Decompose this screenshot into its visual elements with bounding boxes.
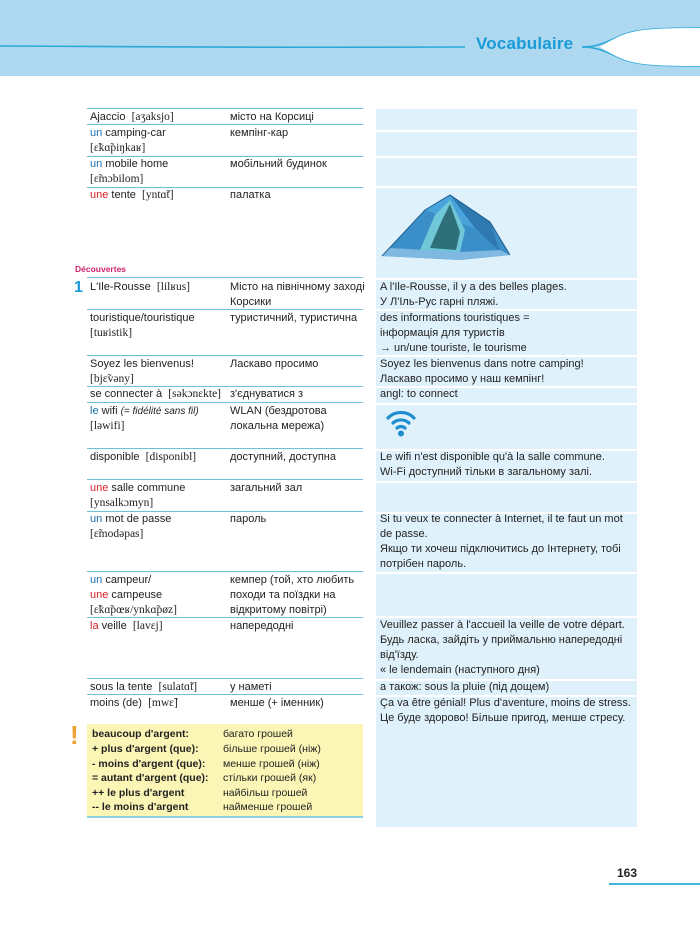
word: mobile home	[105, 158, 169, 170]
vocab-term	[90, 512, 230, 542]
row-divider	[87, 277, 363, 278]
vocab-term	[90, 357, 230, 387]
ipa: [sulatɑ̃t]	[158, 681, 198, 693]
example	[380, 680, 635, 695]
translation: з'єднуватися з	[230, 388, 304, 400]
note-term: -- le moins d'argent	[92, 801, 189, 813]
word: Soyez les bienvenus!	[90, 358, 194, 370]
example-uk: Будь ласка, зайдіть у приймальню напередодні від'їзду.	[380, 634, 623, 661]
example-fr: Si tu veux te connecter à Internet, il te faut un mot de passe.	[380, 513, 623, 540]
example	[380, 450, 635, 480]
row-divider	[87, 479, 363, 480]
note-term: + plus d'argent (que):	[92, 743, 199, 755]
vocab-term	[90, 450, 230, 465]
ipa: [lavɛj]	[132, 620, 163, 632]
example-fr: angl: to connect	[380, 388, 458, 400]
exclamation-icon: !	[70, 720, 79, 750]
note-translation: найменше грошей	[223, 801, 313, 813]
example	[380, 311, 635, 356]
wifi-icon	[386, 408, 416, 438]
note-translation: багато грошей	[223, 728, 293, 740]
word: camping-car	[105, 127, 166, 139]
example-fr: Veuillez passer à l'accueil la veille de votre départ.	[380, 619, 625, 631]
row-divider	[87, 678, 363, 679]
word: campeur/	[105, 574, 152, 586]
row-divider	[87, 694, 363, 695]
translation: напередодні	[230, 620, 294, 632]
row-divider	[376, 156, 637, 158]
example	[380, 387, 635, 402]
example-fr: Ça va être génial! Plus d'aventure, moins de stress.	[380, 697, 631, 709]
translation: палатка	[230, 189, 271, 201]
ipa: [bjɛ̃vəny]	[90, 373, 134, 385]
example-uk: інформація для туристів	[380, 327, 505, 339]
row-divider	[87, 309, 363, 310]
translation: туристичний, туристична	[230, 312, 358, 324]
vocab-term	[90, 404, 230, 434]
translation: Ласкаво просимо	[230, 358, 319, 370]
article: une	[90, 482, 109, 494]
ipa: [tuʁistik]	[90, 327, 133, 339]
vocab-term	[90, 481, 230, 511]
ipa: [ɛ̃kɑ̃pœʁ/ynkɑ̃pøz]	[90, 604, 177, 616]
exercise-number: 1	[74, 279, 83, 296]
example	[380, 280, 635, 310]
subheading: Découvertes	[75, 264, 127, 274]
example-uk: Wi-Fi доступний тільки в загальному залі.	[380, 466, 593, 478]
article: un	[90, 127, 103, 139]
note-term: - moins d'argent (que):	[92, 758, 206, 770]
vocab-term	[90, 696, 230, 711]
ipa: [səkɔnɛkte]	[168, 388, 222, 400]
word: wifi	[101, 405, 118, 417]
example	[380, 618, 635, 678]
vocab-term	[90, 157, 230, 187]
word: se connecter à	[90, 388, 163, 400]
example	[380, 357, 635, 387]
translation: у наметі	[230, 681, 272, 693]
word: L'Ile-Rousse	[90, 281, 151, 293]
article: le	[90, 405, 99, 417]
vocab-term	[90, 126, 230, 156]
row-divider	[376, 481, 637, 483]
ipa: [ɛ̃kɑ̃piŋkaʁ]	[90, 142, 146, 154]
note-term: ++ le plus d'argent	[92, 787, 185, 799]
note-translation: більше грошей (ніж)	[223, 743, 321, 755]
row-divider	[87, 571, 363, 572]
example	[380, 512, 635, 572]
example-uk: Це буде здорово! Більше пригод, менше стресу.	[380, 712, 626, 724]
note-translation: стільки грошей (як)	[223, 772, 317, 784]
article: un	[90, 513, 103, 525]
word: mot de passe	[105, 513, 172, 525]
translation: Місто на північному заході Корсики	[230, 281, 365, 308]
vocab-term	[90, 680, 230, 695]
row-divider	[376, 130, 637, 132]
vocab-term	[90, 311, 230, 341]
translation: кемпінг-кар	[230, 127, 289, 139]
example-related: « le lendemain (наступного дня)	[380, 664, 540, 676]
example-fr: Soyez les bienvenus dans notre camping!	[380, 358, 584, 370]
translation: доступний, доступна	[230, 451, 336, 463]
translation: WLAN (бездротова локальна мережа)	[230, 405, 327, 432]
row-divider	[376, 186, 637, 188]
word: moins (de)	[90, 697, 142, 709]
ipa: [aʒaksjo]	[131, 111, 174, 123]
vocab-term	[90, 280, 230, 295]
page-number-underline	[609, 883, 700, 885]
page-number: 163	[617, 866, 638, 880]
section-title: Vocabulaire	[476, 34, 574, 53]
note-translation: найбільш грошей	[223, 787, 308, 799]
translation: мобільний будинок	[230, 158, 327, 170]
ipa: [ɛ̃modəpas]	[90, 528, 144, 540]
ipa: [ynsalkɔmyn]	[90, 497, 154, 509]
ipa: [ɛ̃mɔbilom]	[90, 173, 144, 185]
vocab-term	[90, 188, 230, 203]
word: disponible	[90, 451, 140, 463]
vocab-term	[90, 573, 230, 618]
ipa: [lilʁus]	[156, 281, 191, 293]
word-note: (= fidélité sans fil)	[120, 406, 199, 417]
row-divider	[87, 448, 363, 449]
article: une	[90, 189, 109, 201]
translation: загальний зал	[230, 482, 303, 494]
example-uk: У Л'Іль-Рус гарні пляжі.	[380, 296, 499, 308]
ipa: [mwɛ̃]	[148, 697, 178, 709]
row-divider	[87, 108, 363, 109]
vocab-term	[90, 110, 230, 125]
translation: місто на Корсиці	[230, 111, 314, 123]
article: une	[90, 589, 109, 601]
example-uk: Ласкаво просимо у наш кемпінг!	[380, 373, 545, 385]
ipa: [disponibl]	[145, 451, 197, 463]
example-fr: Le wifi n'est disponible qu'à la salle commune.	[380, 451, 605, 463]
article: un	[90, 158, 103, 170]
example-fr: а також: sous la pluie (під дощем)	[380, 681, 550, 693]
word: veille	[101, 620, 127, 632]
example-related: → un/une touriste, le tourisme	[380, 342, 527, 354]
word: campeuse	[111, 589, 163, 601]
translation: кемпер (той, хто любить походи та поїздки на відкритому повітрі)	[230, 574, 355, 616]
translation: пароль	[230, 513, 267, 525]
article: un	[90, 574, 103, 586]
row-divider	[87, 355, 363, 356]
note-translation: менше грошей (ніж)	[223, 758, 320, 770]
vocab-term	[90, 387, 240, 402]
example	[380, 696, 635, 726]
note-term: beaucoup d'argent:	[92, 728, 190, 740]
vocab-term	[90, 619, 230, 634]
row-divider	[376, 403, 637, 405]
translation: менше (+ іменник)	[230, 697, 324, 709]
tent-illustration	[380, 190, 520, 265]
row-divider	[87, 402, 363, 403]
row-divider	[87, 124, 363, 125]
word: tente	[111, 189, 136, 201]
word: touristique/touristique	[90, 312, 195, 324]
example-fr: des informations touristiques =	[380, 312, 530, 324]
ipa: [ləwifi]	[90, 420, 125, 432]
word: sous la tente	[90, 681, 153, 693]
note-term: = autant d'argent (que):	[92, 772, 209, 784]
example-fr: A l'Ile-Rousse, il y a des belles plages.	[380, 281, 567, 293]
row-divider	[87, 617, 363, 618]
article: la	[90, 620, 99, 632]
banner-line-decoration	[0, 0, 700, 76]
section-banner	[0, 0, 700, 76]
ipa: [yntɑ̃t]	[142, 189, 174, 201]
example-uk: Якщо ти хочеш підключитись до Інтернету, тобі потрібен пароль.	[380, 543, 621, 570]
word: salle commune	[111, 482, 186, 494]
word: Ajaccio	[90, 111, 126, 123]
row-divider	[376, 572, 637, 574]
